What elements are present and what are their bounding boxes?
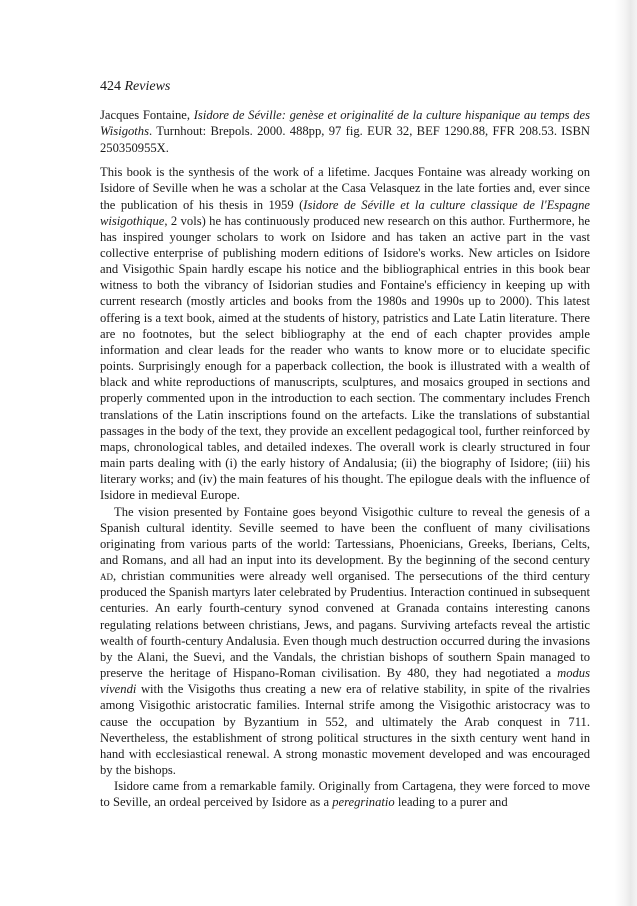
paragraph-3 xyxy=(100,778,590,810)
citation-author: Jacques Fontaine, xyxy=(100,108,194,122)
paragraph-2-era-abbrev: ad xyxy=(100,569,113,584)
paragraph-1-text-a: This book is the synthesis of the work of a lifetime. Jacques Fontaine was already working on Isidore of Seville when he was a scholar at the Casa Velasquez in the late forties and, ever since the publication of his thesis in 1959 ( xyxy=(100,165,590,212)
paragraph-1-italic-title: Isidore de Séville et la culture classique de l'Espagne wisigothique xyxy=(100,197,590,228)
paragraph-3-text-b: leading to a purer and xyxy=(394,795,508,810)
paragraph-3-italic-term: peregrinatio xyxy=(332,795,395,810)
running-head xyxy=(100,78,590,96)
paragraph-2 xyxy=(100,504,590,779)
paragraph-3-text-a: Isidore came from a remarkable family. Originally from Cartagena, they were forced to move to Seville, an ordeal perceived by Isidore as a xyxy=(100,779,590,810)
page-number: 424 xyxy=(100,79,121,94)
citation-details: . Turnhout: Brepols. 2000. 488pp, 97 fig. EUR 32, BEF 1290.88, FFR 208.53. ISBN 250350955X. xyxy=(100,124,590,155)
paragraph-2-text-c: with the Visigoths thus creating a new era of relative stability, in spite of the rivalries among Visigothic aristocratic families. Internal strife among the Visigothic aristocracy was to cause the occupation by Byzantium in 552, and ultimately the Arab conquest in 711. Nevertheless, the establishment of strong political structures in the sixth century went hand in hand with ecclesiastical renewal. A strong monastic movement developed and was encouraged by the bishops. xyxy=(100,682,590,777)
paragraph-1 xyxy=(100,164,590,503)
article-content xyxy=(100,78,590,810)
paragraph-2-text-a: The vision presented by Fontaine goes beyond Visigothic culture to reveal the genesis of a Spanish cultural identity. Seville seemed to have been the confluent of many civilisations originating from various parts of the world: Tartessians, Phoenicians, Greeks, Iberians, Celts, and Romans, and all had an input into its development. By the beginning of the second century xyxy=(100,504,590,567)
paragraph-1-text-b: , 2 vols) he has continuously produced new research on this author. Furthermore, he has inspired younger scholars to work on Isidore and has taken an active part in the vast collective enterprise of publishing modern editions of Isidore's works. New articles on Isidore and Visigothic Spain hardly escape his notice and the bibliographical entries in this book bear witness to both the vibrancy of Isidorian studies and Fontaine's efficiency in keeping up with current research (mostly articles and books from the 1980s and 1990s up to 2000). This latest offering is a text book, aimed at the students of history, patristics and Late Latin literature. There are no footnotes, but the select bibliography at the end of each chapter provides ample information and clear leads for the reader who wants to know more or to elucidate specific points. Surprisingly enough for a paperback collection, the book is illustrated with a wealth of black and white reproductions of manuscripts, sculptures, and mosaics grouped in sections and properly commented upon in the introduction to each section. The commentary includes French translations of the Latin inscriptions found on the artefacts. Like the translations of substantial passages in the body of the text, they provide an excellent pedagogical tool, further reinforced by maps, chronological tables, and detailed indexes. The overall work is clearly structured in four main parts dealing with (i) the early history of Andalusia; (ii) the biography of Isidore; (iii) his literary works; and (iv) the main features of his thought. The epilogue deals with the influence of Isidore in medieval Europe. xyxy=(100,213,590,503)
scan-edge-shadow xyxy=(615,0,637,906)
citation-title: Isidore de Séville: genèse et originalité de la culture hispanique au temps des Wisigoths xyxy=(100,108,590,139)
paragraph-2-text-b: , christian communities were already well organised. The persecutions of the third century produced the Spanish martyrs later celebrated by Prudentius. Interaction continued in subsequent centuries. An early fourth-century synod convened at Granada contains interesting canons regulating relations between christians, Jews, and pagans. Surviving artefacts reveal the artistic wealth of fourth-century Andalusia. Even though much destruction occurred during the invasions by the Alani, the Suevi, and the Vandals, the christian bishops of southern Spain managed to preserve the heritage of Hispano-Roman civilisation. By 480, they had negotiated a xyxy=(100,569,590,681)
section-title: Reviews xyxy=(124,79,171,94)
paragraph-2-italic-term: modus vivendi xyxy=(100,666,590,697)
book-citation xyxy=(100,107,590,156)
